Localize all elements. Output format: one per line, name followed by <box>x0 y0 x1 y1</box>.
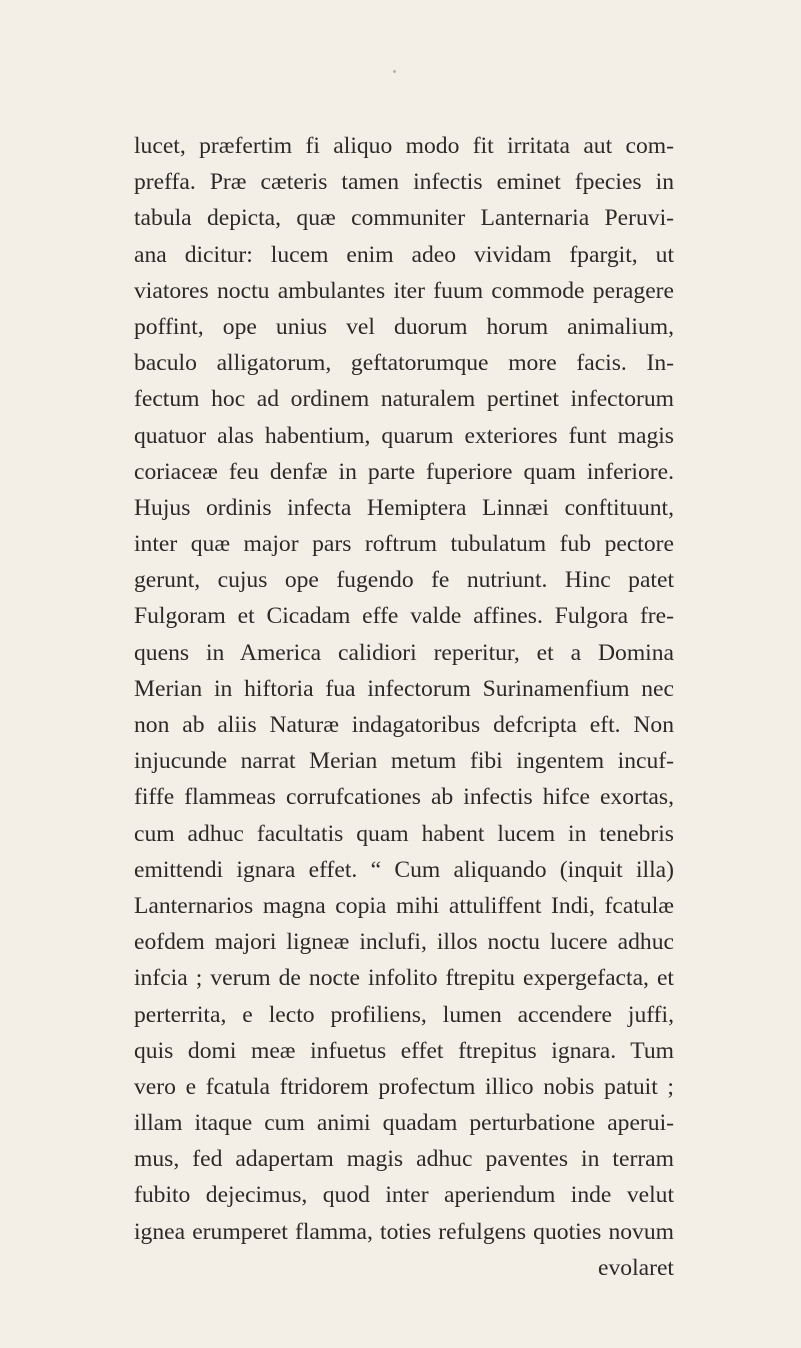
catchword: evolaret <box>598 1254 674 1281</box>
text-line: poffint, ope unius vel duorum horum animalium, <box>134 313 674 340</box>
text-line: quis domi meæ infuetus effet ftrepitus ignara. Tum <box>134 1037 674 1064</box>
text-line: baculo alligatorum, geftatorumque more facis. In- <box>134 350 674 377</box>
text-line: ignea erumperet flamma, toties refulgens quoties novum <box>134 1218 674 1245</box>
text-line: vero e fcatula ftridorem profectum illico nobis patuit ; <box>134 1073 674 1100</box>
text-line: eofdem majori ligneæ inclufi, illos noctu lucere adhuc <box>134 929 674 956</box>
text-line: viatores noctu ambulantes iter fuum commode peragere <box>134 277 674 304</box>
text-line: emittendi ignara effet. “ Cum aliquando (inquit illa) <box>134 856 674 883</box>
text-line: cum adhuc facultatis quam habent lucem in tenebris <box>134 820 674 847</box>
text-line: Merian in hiftoria fua infectorum Surinamenfium nec <box>134 675 674 702</box>
text-line: illam itaque cum animi quadam perturbatione aperui- <box>134 1110 674 1137</box>
text-line: mus, fed adapertam magis adhuc paventes in terram <box>134 1146 674 1173</box>
text-line: inter quæ major pars roftrum tubulatum fub pectore <box>134 531 674 558</box>
text-line: coriaceæ feu denfæ in parte fuperiore quam inferiore. <box>134 458 674 485</box>
text-line: Lanternarios magna copia mihi attuliffent Indi, fcatulæ <box>134 892 674 919</box>
text-line: fectum hoc ad ordinem naturalem pertinet infectorum <box>134 386 674 413</box>
text-line: Fulgoram et Cicadam effe valde affines. Fulgora fre- <box>134 603 674 630</box>
text-line: non ab aliis Naturæ indagatoribus defcripta eft. Non <box>134 712 674 738</box>
text-line: fubito dejecimus, quod inter aperiendum inde velut <box>134 1182 674 1209</box>
text-line: infcia ; verum de nocte infolito ftrepitu expergefacta, et <box>134 965 674 992</box>
text-line: ana dicitur: lucem enim adeo vividam fpargit, ut <box>134 241 674 268</box>
text-line: perterrita, e lecto profiliens, lumen accendere juffi, <box>134 1001 674 1028</box>
text-line: quatuor alas habentium, quarum exteriores funt magis <box>134 422 674 449</box>
body-text <box>134 128 674 1286</box>
text-line: gerunt, cujus ope fugendo fe nutriunt. Hinc patet <box>134 567 674 594</box>
text-line: injucunde narrat Merian metum fibi ingentem incuf- <box>134 748 674 775</box>
text-line: Hujus ordinis infecta Hemiptera Linnæi conftituunt, <box>134 494 674 521</box>
text-line: lucet, præfertim fi aliquo modo fit irritata aut com- <box>134 133 674 159</box>
text-line: tabula depicta, quæ communiter Lanternaria Peruvi- <box>134 205 674 232</box>
paper-speck <box>393 70 396 73</box>
text-line: preffa. Præ cæteris tamen infectis eminet fpecies in <box>134 169 674 196</box>
text-line: fiffe flammeas corrufcationes ab infectis hifce exortas, <box>134 784 674 811</box>
text-line: quens in America calidiori reperitur, et a Domina <box>134 639 674 666</box>
